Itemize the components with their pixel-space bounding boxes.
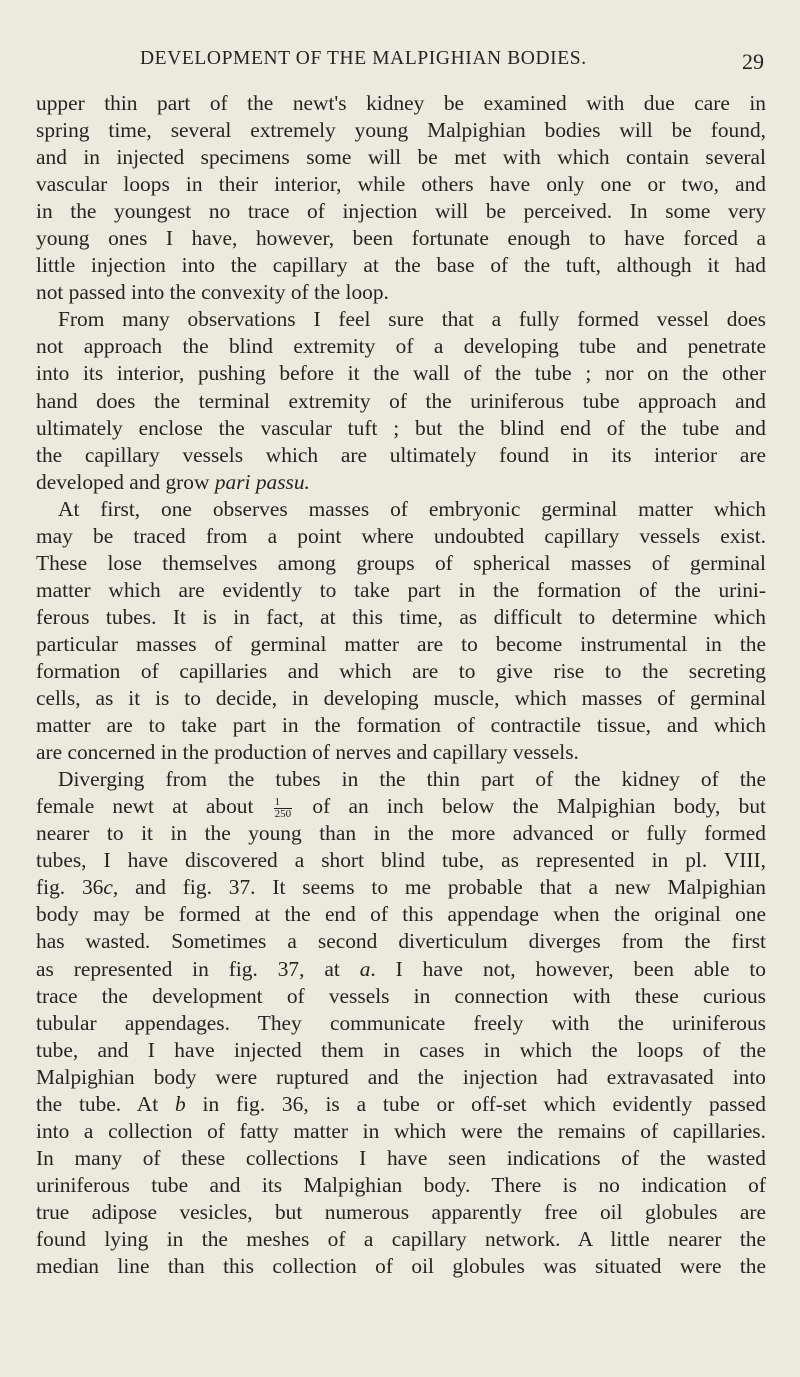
text-line: spring time, several extremely young Malpighian bodies will be found, bbox=[36, 118, 766, 143]
text-line: found lying in the meshes of a capillary network. A little nearer the bbox=[36, 1226, 766, 1251]
text-line: trace the development of vessels in connection with these curious bbox=[36, 983, 766, 1008]
text-line: tube, and I have injected them in cases in which the loops of the bbox=[36, 1037, 766, 1062]
text-line: young ones I have, however, been fortunate enough to have forced a bbox=[36, 226, 766, 251]
text-line: matter which are evidently to take part in the formation of the urini- bbox=[36, 577, 766, 602]
text-line: cells, as it is to decide, in developing muscle, which masses of germinal bbox=[36, 686, 766, 711]
text-line: matter are to take part in the formation of contractile tissue, and which bbox=[36, 713, 766, 738]
text-line: nearer to it in the young than in the more advanced or fully formed bbox=[36, 821, 766, 846]
text-line: Malpighian body were ruptured and the injection had extravasated into bbox=[36, 1064, 766, 1089]
italic-letter: b bbox=[175, 1091, 186, 1116]
text-line: may be traced from a point where undoubted capillary vessels exist. bbox=[36, 523, 766, 548]
text-line: uriniferous tube and its Malpighian body. There is no indication of bbox=[36, 1172, 766, 1197]
page-number: 29 bbox=[742, 49, 764, 74]
text-line: These lose themselves among groups of spherical masses of germinal bbox=[36, 550, 766, 575]
fraction-numerator: 1 bbox=[274, 797, 293, 809]
text-segment: . I have not, however, been able to bbox=[370, 956, 766, 981]
running-head bbox=[36, 48, 766, 82]
text-line: has wasted. Sometimes a second diverticulum diverges from the first bbox=[36, 929, 766, 954]
text-line: tubular appendages. They communicate freely with the uriniferous bbox=[36, 1010, 766, 1035]
text-line bbox=[36, 469, 766, 496]
text-line: into a collection of fatty matter in which were the remains of capillaries. bbox=[36, 1118, 766, 1143]
text-segment: developed and grow bbox=[36, 469, 210, 494]
fraction bbox=[274, 797, 293, 820]
text-line: ferous tubes. It is in fact, at this time, as difficult to determine which bbox=[36, 604, 766, 629]
text-line bbox=[36, 1091, 766, 1118]
text-segment: the tube. At bbox=[36, 1091, 159, 1116]
text-line: ultimately enclose the vascular tuft ; but the blind end of the tube and bbox=[36, 415, 766, 440]
text-line: not approach the blind extremity of a developing tube and penetrate bbox=[36, 334, 766, 359]
text-line: little injection into the capillary at the base of the tuft, although it had bbox=[36, 253, 766, 278]
text-line: upper thin part of the newt's kidney be examined with due care in bbox=[36, 91, 766, 115]
text-line: hand does the terminal extremity of the uriniferous tube approach and bbox=[36, 388, 766, 413]
text-line: Diverging from the tubes in the thin part of the kidney of the bbox=[58, 767, 766, 792]
text-segment: of an inch below the Malpighian body, but bbox=[312, 794, 766, 819]
text-line: formation of capillaries and which are to give rise to the secreting bbox=[36, 658, 766, 683]
text-line: the capillary vessels which are ultimately found in its interior are bbox=[36, 442, 766, 467]
text-segment: female newt at about bbox=[36, 794, 254, 819]
italic-term: pari passu. bbox=[214, 469, 310, 494]
text-line: vascular loops in their interior, while others have only one or two, and bbox=[36, 172, 766, 197]
text-line: median line than this collection of oil globules was situated were the bbox=[36, 1254, 766, 1279]
text-segment: , and fig. 37. It seems to me probable that a new Malpighian bbox=[112, 875, 766, 900]
text-line: in the youngest no trace of injection will be perceived. In some very bbox=[36, 199, 766, 224]
text-line: In many of these collections I have seen indications of the wasted bbox=[36, 1145, 766, 1170]
italic-letter: a bbox=[359, 956, 371, 981]
text-line: body may be formed at the end of this appendage when the original one bbox=[36, 902, 766, 927]
text-line: tubes, I have discovered a short blind tube, as represented in pl. VIII, bbox=[36, 848, 766, 873]
text-line: particular masses of germinal matter are to become instrumental in the bbox=[36, 631, 766, 656]
text-line: into its interior, pushing before it the wall of the tube ; nor on the other bbox=[36, 361, 766, 386]
text-line bbox=[36, 874, 766, 901]
text-line: are concerned in the production of nerves and capillary vessels. bbox=[36, 740, 579, 765]
text-line: and in injected specimens some will be met with which contain several bbox=[36, 145, 766, 170]
italic-letter: c bbox=[103, 875, 113, 900]
text-line bbox=[36, 793, 766, 820]
body-text bbox=[36, 90, 766, 1280]
text-segment: fig. 36 bbox=[36, 875, 104, 900]
text-line bbox=[36, 956, 766, 983]
text-line: true adipose vesicles, but numerous apparently free oil globules are bbox=[36, 1199, 766, 1224]
running-title: DEVELOPMENT OF THE MALPIGHIAN BODIES. bbox=[140, 48, 587, 69]
text-line: From many observations I feel sure that a fully formed vessel does bbox=[58, 307, 766, 332]
text-line: At first, one observes masses of embryonic germinal matter which bbox=[58, 496, 766, 521]
text-line: not passed into the convexity of the loop. bbox=[36, 280, 389, 305]
text-segment: as represented in fig. 37, at bbox=[36, 956, 340, 981]
fraction-denominator: 250 bbox=[274, 807, 292, 820]
text-segment: in fig. 36, is a tube or off-set which evidently passed bbox=[202, 1091, 766, 1116]
